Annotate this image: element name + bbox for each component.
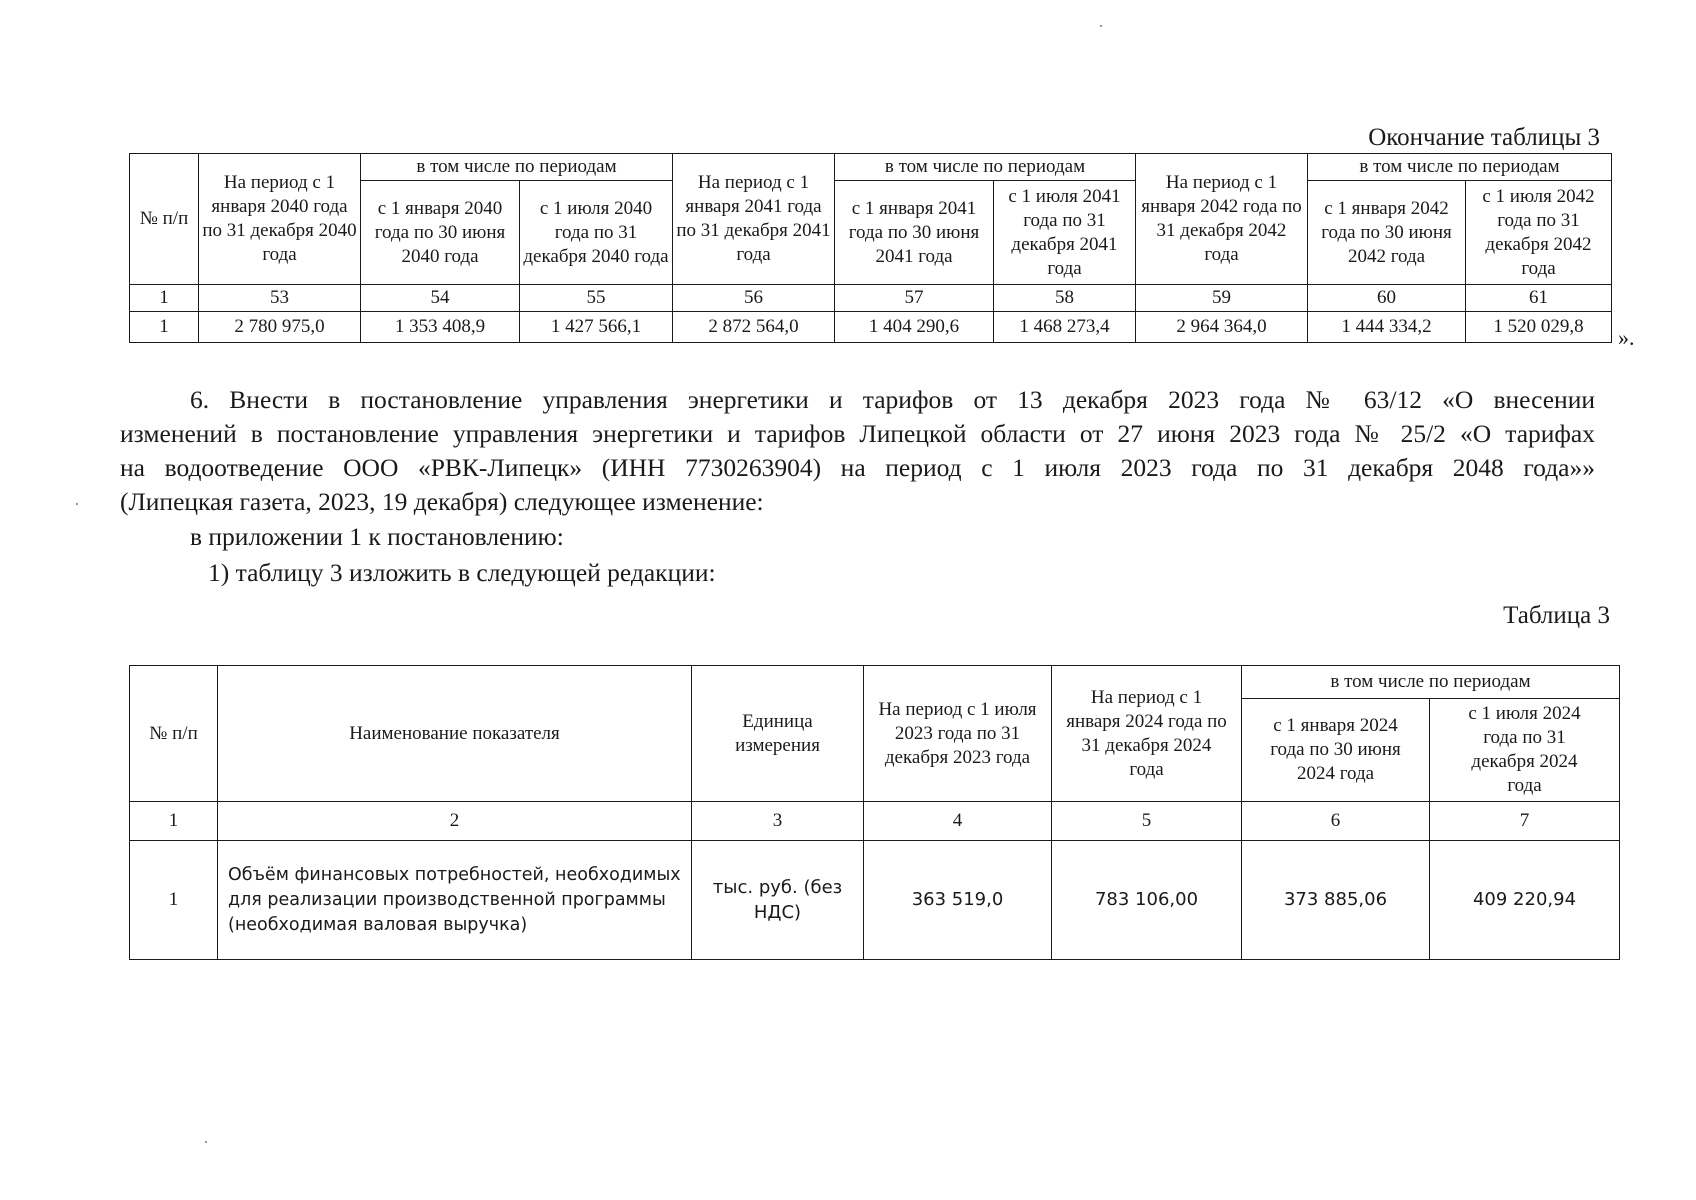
column-number: 54 (361, 285, 520, 312)
table-cell: 1 520 029,8 (1466, 312, 1612, 343)
column-number: 56 (673, 285, 835, 312)
table-b-caption: Таблица 3 (1503, 602, 1610, 629)
subperiod-header: с 1 января 2042 года по 30 июня 2042 года (1308, 181, 1466, 285)
table-cell: 1 353 408,9 (361, 312, 520, 343)
period-total-header: На период с 1 января 2040 года по 31 декабря 2040 года (199, 154, 361, 285)
table-cell: 2 780 975,0 (199, 312, 361, 343)
paragraph-line: на водоотведение ООО «РВК-Липецк» (ИНН 7730263904) на период с 1 июля 2023 года по 31 декабря 2048 года»» (120, 453, 1595, 482)
scan-dot (76, 503, 78, 505)
table-cell: 1 468 273,4 (994, 312, 1136, 343)
table-a (129, 153, 1612, 343)
column-number-row (130, 802, 1620, 841)
subperiod-header: с 1 июля 2041 года по 31 декабря 2041 года (994, 181, 1136, 285)
subperiod-header: с 1 июля 2040 года по 31 декабря 2040 года (520, 181, 673, 285)
scan-dot (1100, 25, 1102, 27)
column-number: 57 (835, 285, 994, 312)
indicator-name: Объём финансовых потребностей, необходимых для реализации производственной программы (необходимая валовая выручка) (218, 841, 692, 960)
paragraph-6-cont (120, 451, 1595, 485)
table-a-caption: Окончание таблицы 3 (1368, 124, 1600, 151)
paragraph-6-cont (120, 485, 1595, 519)
column-number: 2 (218, 802, 692, 841)
period-total-header: На период с 1 января 2041 года по 31 декабря 2041 года (673, 154, 835, 285)
value-2024: 783 106,00 (1052, 841, 1242, 960)
row-number: 1 (130, 841, 218, 960)
table-cell: 2 964 364,0 (1136, 312, 1308, 343)
column-number: 55 (520, 285, 673, 312)
num-header: № п/п (130, 154, 199, 285)
subperiod-header: с 1 января 2041 года по 30 июня 2041 года (835, 181, 994, 285)
column-number: 1 (130, 802, 218, 841)
value-2023: 363 519,0 (864, 841, 1052, 960)
subperiod-header: с 1 января 2040 года по 30 июня 2040 года (361, 181, 520, 285)
table-cell: 1 444 334,2 (1308, 312, 1466, 343)
column-number: 53 (199, 285, 361, 312)
table-cell: 2 872 564,0 (673, 312, 835, 343)
column-number: 7 (1430, 802, 1620, 841)
subperiod-header: с 1 января 2024 года по 30 июня 2024 года (1242, 699, 1430, 802)
unit-value: тыс. руб. (без НДС) (692, 841, 864, 960)
group-header: в том числе по периодам (1308, 154, 1612, 181)
paragraph-6-cont (120, 417, 1595, 451)
name-header: Наименование показателя (218, 666, 692, 802)
table-cell: 1 427 566,1 (520, 312, 673, 343)
table-cell: 1 404 290,6 (835, 312, 994, 343)
column-number: 60 (1308, 285, 1466, 312)
subperiod-header: с 1 июля 2024 года по 31 декабря 2024 года (1430, 699, 1620, 802)
subperiod-header: с 1 июля 2042 года по 31 декабря 2042 года (1466, 181, 1612, 285)
paragraph-line: (Липецкая газета, 2023, 19 декабря) следующее изменение: (120, 487, 764, 516)
scan-dot (205, 1141, 207, 1143)
closing-quote-mark: ». (1618, 325, 1635, 350)
column-number-row (130, 285, 1612, 312)
column-number: 5 (1052, 802, 1242, 841)
column-number: 6 (1242, 802, 1430, 841)
item-1-paragraph: 1) таблицу 3 изложить в следующей редакции: (208, 558, 716, 587)
column-number: 61 (1466, 285, 1612, 312)
group-header: в том числе по периодам (835, 154, 1136, 181)
appendix-paragraph: в приложении 1 к постановлению: (190, 522, 564, 551)
table-row (130, 841, 1620, 960)
table-cell: 1 (130, 312, 199, 343)
paragraph-line: изменений в постановление управления энергетики и тарифов Липецкой области от 27 июня 2023 года № 25/2 «О тарифах (120, 419, 1595, 448)
table-b (129, 665, 1620, 960)
num-header: № п/п (130, 666, 218, 802)
table-row (130, 312, 1612, 343)
value-2024-h1: 373 885,06 (1242, 841, 1430, 960)
group-header: в том числе по периодам (1242, 666, 1620, 699)
unit-header: Единица измерения (692, 666, 864, 802)
column-number: 59 (1136, 285, 1308, 312)
period-total-header: На период с 1 января 2042 года по 31 декабря 2042 года (1136, 154, 1308, 285)
group-header: в том числе по периодам (361, 154, 673, 181)
column-number: 58 (994, 285, 1136, 312)
column-number: 4 (864, 802, 1052, 841)
paragraph-6 (120, 383, 1595, 417)
paragraph-line: 6. Внести в постановление управления энергетики и тарифов от 13 декабря 2023 года № 63/12 «О внесении (190, 385, 1595, 414)
period-2023-header: На период с 1 июля 2023 года по 31 декабря 2023 года (864, 666, 1052, 802)
period-2024-header: На период с 1 января 2024 года по 31 декабря 2024 года (1052, 666, 1242, 802)
column-number: 1 (130, 285, 199, 312)
column-number: 3 (692, 802, 864, 841)
value-2024-h2: 409 220,94 (1430, 841, 1620, 960)
